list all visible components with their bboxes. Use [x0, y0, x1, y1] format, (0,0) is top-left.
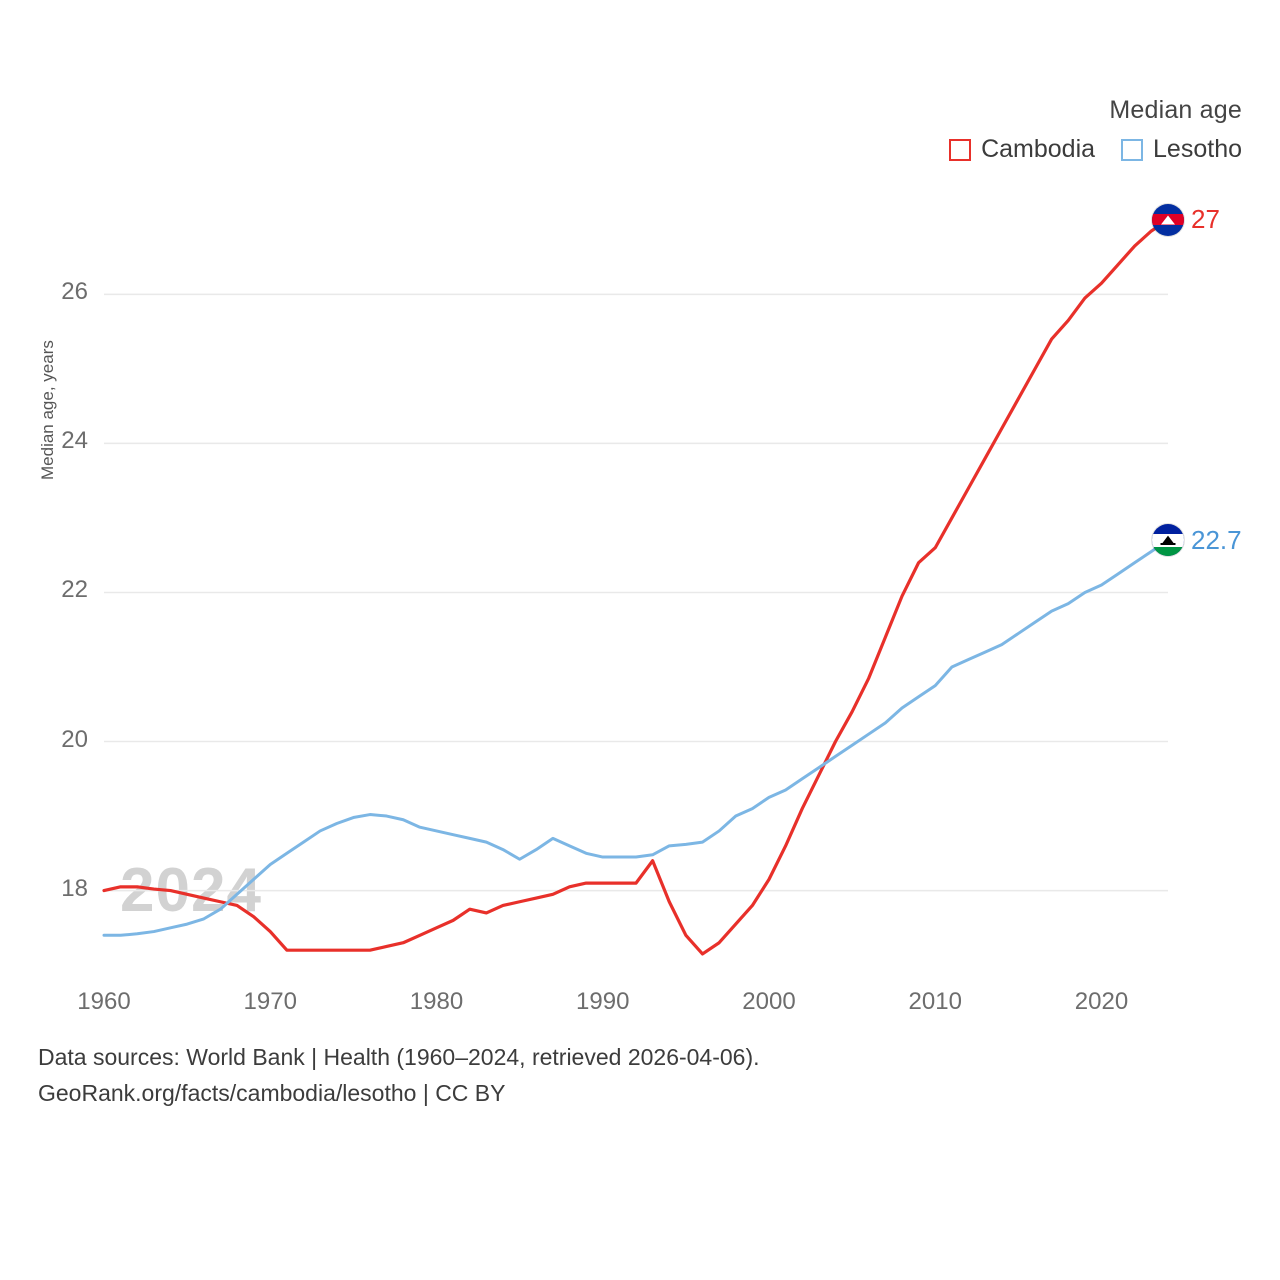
y-tick-label: 24 — [61, 427, 88, 455]
legend-item-cambodia[interactable] — [949, 135, 1095, 164]
y-tick-label: 18 — [61, 874, 88, 902]
y-axis-title: Median age, years — [38, 340, 57, 480]
chart-legend — [949, 96, 1242, 164]
plot-area — [104, 190, 1168, 980]
x-tick-label: 1980 — [409, 988, 464, 1015]
end-value-lesotho: 22.7 — [1191, 524, 1242, 555]
series-line-lesotho — [104, 540, 1168, 935]
legend-title: Median age — [1109, 96, 1242, 124]
end-marker-cambodia — [1152, 204, 1220, 236]
legend-item-lesotho[interactable] — [1121, 135, 1242, 164]
footer-line-2: GeoRank.org/facts/cambodia/lesotho | CC BY — [38, 1079, 506, 1106]
legend-label-lesotho: Lesotho — [1153, 135, 1242, 163]
line-chart-svg — [104, 190, 1168, 980]
series-line-cambodia — [104, 220, 1168, 954]
legend-items — [949, 135, 1242, 164]
y-tick-label: 22 — [61, 576, 88, 604]
end-marker-lesotho — [1152, 524, 1242, 556]
x-tick-label: 1970 — [243, 988, 297, 1015]
gridlines — [104, 294, 1168, 890]
lesotho-flag-icon — [1152, 524, 1184, 556]
cambodia-flag-icon — [1152, 204, 1184, 236]
y-tick-label: 26 — [61, 278, 88, 306]
footer-sources — [38, 1040, 760, 1111]
x-tick-label: 2010 — [908, 988, 962, 1015]
x-tick-label: 2000 — [742, 988, 796, 1015]
legend-label-cambodia: Cambodia — [981, 135, 1096, 163]
y-tick-label: 20 — [61, 725, 88, 753]
series-lines — [104, 220, 1168, 954]
legend-swatch-lesotho — [1121, 139, 1143, 161]
x-tick-label: 1990 — [576, 988, 630, 1015]
end-value-cambodia: 27 — [1191, 204, 1220, 235]
legend-swatch-cambodia — [949, 139, 971, 161]
x-tick-label: 2020 — [1074, 988, 1129, 1015]
footer-line-1: Data sources: World Bank | Health (1960–2024, retrieved 2026-04-06). — [38, 1044, 760, 1070]
x-tick-label: 1960 — [77, 988, 131, 1015]
year-watermark: 2024 — [120, 856, 262, 925]
